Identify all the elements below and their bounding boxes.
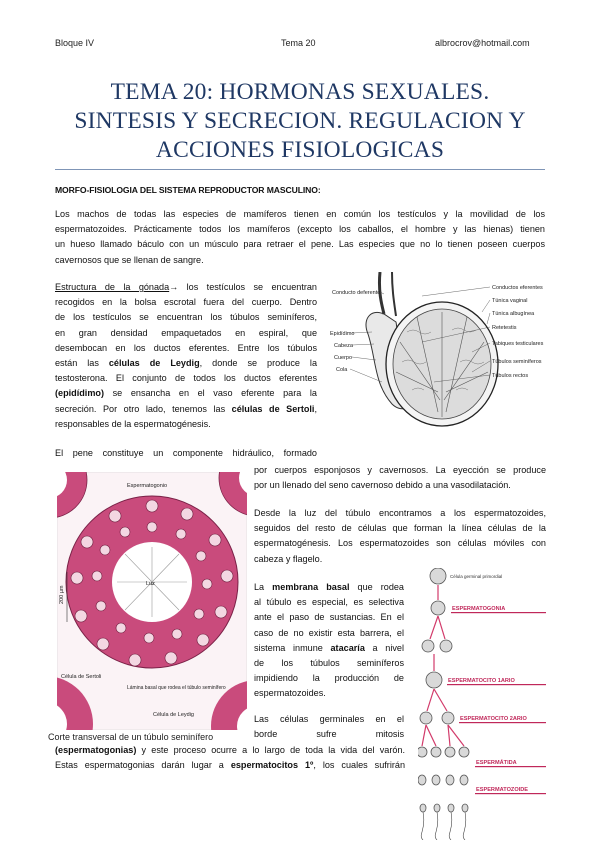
label-espermatogonio: Espermatogonio [127, 483, 168, 489]
label-tunica-albuginea: Túnica albugínea [492, 311, 535, 317]
label-tunica-vaginal: Túnica vaginal [492, 298, 528, 304]
text-span: Estas espermatogonias darán lugar a [55, 760, 231, 771]
label-retetestis: Retetestis [492, 325, 517, 331]
header-center: Tema 20 [281, 38, 316, 48]
paragraph-penis [254, 463, 546, 493]
title-line-1: TEMA 20: HORMONAS SEXUALES. [110, 79, 490, 105]
text-line: seguidos del resto de células que forman la línea células de la [254, 523, 546, 534]
text-span: → los testículos se encuentran [169, 282, 317, 292]
text-line: ante el paso de sustancias. En el [254, 612, 404, 623]
text-span: se ensancha en el vaso eferente para la [104, 388, 317, 399]
text-line: El pene constituye un componente hidráulico, formado [55, 448, 317, 458]
text-line: testosterona. El conjunto de todos los ductos eferentes [55, 373, 317, 384]
gonad-heading: Estructura de la gónada [55, 282, 170, 292]
label-cola: Cola [336, 367, 348, 373]
stage-espermatida: ESPERMÁTIDA [476, 760, 517, 766]
section-heading: MORFO-FISIOLOGIA DEL SISTEMA REPRODUCTOR MASCULINO: [55, 185, 321, 195]
text-line: por cuerpos esponjosos y cavernosos. La eyección se produce [254, 465, 546, 475]
paragraph-gonad [55, 280, 317, 432]
label-cuerpo: Cuerpo [334, 355, 353, 361]
bold-term: membrana basal [272, 582, 350, 592]
testis-diagram [322, 272, 552, 432]
text-line: de los túbulos seminíferos [254, 658, 404, 669]
bold-term: células de Sertoli [231, 403, 315, 414]
text-line: responsables de la espermatogénesis. [55, 418, 211, 429]
text-line: espermatozoides. [254, 688, 326, 699]
label-conductos-eferentes: Conductos eferentes [492, 285, 543, 291]
bold-term: atacaría [330, 642, 365, 653]
text-span: y este proceso ocurre a lo largo de toda la vida del varón. [136, 745, 405, 755]
text-line: Desde la luz del túbulo encontramos a los espermatozoides, [254, 508, 546, 518]
text-line: caso de no existir esta barrera, el [254, 627, 404, 638]
text-line: cavernosos que se llenan de sangre. [55, 254, 204, 265]
label-celula-germinal: Célula germinal primordial [450, 574, 503, 579]
label-epididimo: Epidídimo [330, 331, 355, 337]
text-line: impidiendo la producción de [254, 673, 404, 684]
text-line: de los testículos se encuentran los túbulos seminíferos, [55, 312, 317, 323]
text-span: , donde se produce la [199, 358, 317, 369]
text-span: a nivel [364, 642, 404, 653]
text-line: al túbulo es especial, es selectiva [254, 597, 404, 608]
spermatogenesis-diagram [418, 568, 548, 840]
label-tubulos-rectos: Túbulos rectos [492, 373, 529, 379]
text-line: cabeza y flagelo. [254, 553, 323, 564]
paragraph-germ-cells-cont [55, 743, 405, 773]
bold-term: (espermatogonias) [55, 745, 137, 755]
text-span: La [254, 582, 273, 592]
text-span: , los cuales sufrirán [313, 760, 405, 771]
title-rule [55, 169, 545, 170]
text-line: Las células germinales en el [254, 714, 404, 724]
tubule-cross-section [57, 472, 247, 730]
text-line: recogidos en la bolsa escrotal fuera del cuerpo. Dentro [55, 297, 317, 308]
paragraph-basal-membrane [254, 580, 404, 702]
title-line-2: SINTESIS Y SECRECION. REGULACION Y [74, 108, 526, 134]
label-cabeza: Cabeza [334, 343, 353, 349]
bold-term: (epidídimo) [55, 388, 104, 399]
bold-term: espermatocitos 1º [230, 760, 314, 771]
text-line: espermatogénesis. Los espermatozoides son células móviles con [254, 538, 546, 549]
paragraph-germ-cells [254, 712, 404, 742]
header-right[interactable]: albrocrov@hotmail.com [435, 38, 530, 48]
tubule-caption: Corte transversal de un túbulo seminífero [48, 732, 214, 742]
page-title [40, 78, 560, 165]
text-span: están las [55, 358, 109, 369]
header-left: Bloque IV [55, 38, 95, 48]
stage-espermatocito-2: ESPERMATOCITO 2ARIO [460, 716, 527, 722]
text-line: en gran densidad empaquetados en espiral, que [55, 327, 317, 338]
text-line: por un llenado del seno cavernoso debido a una vasodilatación. [254, 480, 511, 491]
text-line: borde sufre mitosis [254, 729, 404, 740]
text-span: sistema inmune [254, 642, 331, 653]
text-line: espermatozoides. Prácticamente todos los mamíferos (excepto los caballos, el hombre y las hienas) tienen [55, 224, 545, 235]
label-celula-leydig: Célula de Leydig [153, 712, 194, 718]
label-scale: 200 µm [59, 585, 65, 604]
stage-espermatogonia: ESPERMATOGONIA [452, 606, 506, 612]
paragraph-tubule [254, 506, 546, 567]
text-span: que rodea [349, 582, 404, 592]
text-line: un hueso llamado báculo con un músculo para retraer el pene. Las especies que no lo tienen poseen cuerpos [55, 239, 545, 250]
stage-espermatocito-1: ESPERMATOCITO 1ARIO [448, 678, 515, 684]
label-conducto-deferente: Conducto deferente [332, 290, 381, 296]
bold-term: células de Leydig [108, 358, 200, 369]
label-lamina-basal: Lámina basal que rodea el túbulo seminífero [127, 685, 226, 691]
text-span: secreción. Por otro lado, tenemos las [55, 403, 232, 414]
text-line: Los machos de todas las especies de mamíferos tienen en común los testículos y la movilidad de los [55, 209, 545, 219]
text-line: desembocan en los ductos eferentes. Entre los túbulos [55, 342, 317, 353]
label-celula-sertoli: Célula de Sertoli [61, 674, 102, 680]
label-tubulos-seminiferos: Túbulos seminíferos [492, 359, 542, 365]
stage-espermatozoide: ESPERMATOZOIDE [476, 787, 529, 793]
label-luz: Luz [146, 581, 155, 587]
paragraph-intro [55, 207, 545, 268]
label-tabiques: Tabiques testiculares [492, 341, 544, 347]
text-span: , [314, 403, 317, 414]
title-line-3: ACCIONES FISIOLOGICAS [155, 137, 445, 163]
